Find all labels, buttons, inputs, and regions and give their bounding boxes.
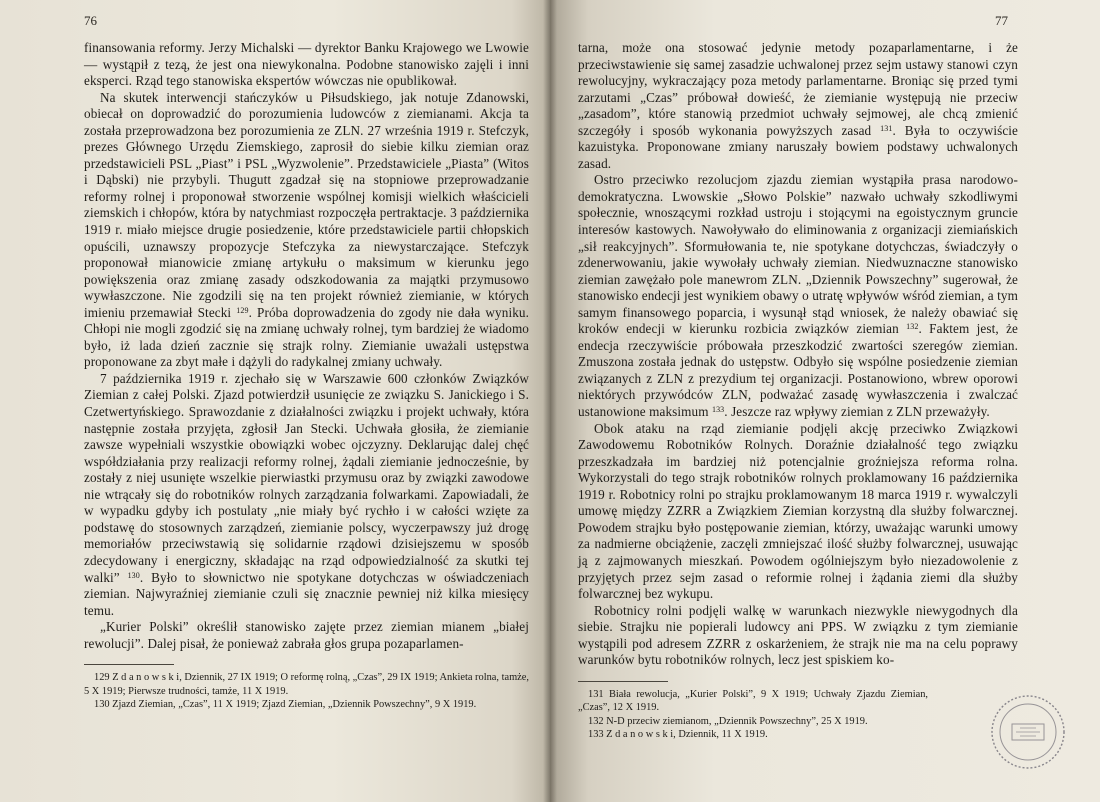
paragraph: tarna, może ona stosować jedynie metody pozaparlamentarne, i że przeciwstawienie się samej zasadzie uchwalonej przez sejm ustawy stanowi czyn rewolucyjny, wykraczający poza metody parlamentarne. Broniąc się przed tymi zarzutami „Czas” próbował dowieść, że ziemianie występują nie przeciw „zasadom”, które stanowią przedmiot uchwały sejmowej, ale chcą zmienić szczegóły i sposób wykonania powyższych zasad $^{131}$. Była to oczywiście kazuistyka. Proponowane zmiany naruszały bowiem podstawy uchwalonych zasad. — [578, 40, 1018, 171]
right-footnotes — [578, 688, 928, 742]
footnote-ref: 133 — [711, 405, 725, 415]
paragraph: „Kurier Polski” określił stanowisko zajęte przez ziemian mianem „białej rewolucji”. Dalej pisał, że ponieważ zabrała głos grupa pozaparlamen- — [84, 619, 529, 651]
library-stamp-icon — [986, 690, 1070, 774]
footnote: 133 Z d a n o w s k i, Dziennik, 11 X 1919. — [588, 729, 768, 740]
footnote: 132 N-D przeciw ziemianom, „Dziennik Powszechny”, 25 X 1919. — [588, 715, 868, 727]
left-body-text — [84, 40, 529, 652]
footnote-divider — [578, 681, 668, 682]
footnote-ref: 131 — [880, 123, 893, 133]
footnote: 130 Zjazd Ziemian, „Czas”, 11 X 1919; Zjazd Ziemian, „Dziennik Powszechny”, 9 X 1919. — [94, 699, 477, 711]
paragraph: 7 października 1919 r. zjechało się w Warszawie 600 członków Związków Ziemian z całej Polski. Zjazd potwierdził usunięcie ze związku S. Janickiego i S. Czetwertyńskiego. Sprawozdanie z działalności związku i projekt uchwały, która następnie została przyjęta, zgłosił Jan Stecki. Uchwała głosiła, że ziemianie zawsze wypełniali wszystkie obowiązki wobec ojczyzny. Deklarując dalej chęć współdziałania przy realizacji reformy rolnej, żądali ziemianie jednocześnie, by zostały z niej usunięte wszelkie pierwiastki przymusu oraz by związki zawodowe nie wtrącały się do robotników rolnych zarządzania folwarkami. Zapowiadali, że w wypadku gdyby ich postulaty „nie miały być rychło i w całości wzięte za podstawę do stosownych zarządzeń, ziemianie polscy, wyczerpawszy już drogę memoriałów przeciwstawią się solidarnie rządowi dzisiejszemu w sposób zdecydowany i energiczny, składając na rząd odpowiedzialność za skutki tej walki” $^{130}$. Było to słownictwo nie spotykane dotychczas w oświadczeniach ziemian. Najwyraźniej ziemianie czuli się znacznie pewniej niż kilka miesięcy temu. — [84, 370, 530, 618]
footnote: 129 Z d a n o w s k i, Dziennik, 27 IX 1919; O reformę rolną, „Czas”, 29 IX 1919; Ankieta rolna, tamże, 5 X 1919; Pierwsze trudności, tamże, 11 X 1919. — [84, 672, 529, 697]
paragraph: Ostro przeciwko rezolucjom zjazdu ziemian wystąpiła prasa narodowo-demokratyczna. Lwowskie „Słowo Polskie” nazwało uchwały szkodliwymi społecznie, wnoszącymi rozkład ustroju i stojącymi na egoistycznym gruncie interesów kastowych. Nawoływało do eliminowania z organizacji ziemiańskich „sił reakcyjnych”. Sformułowania te, nie spotykane dotychczas, świadczyły o zdenerwowaniu, jakie wywołały uchwały ziemian. Niedwuznaczne stanowisko ziemian zawężało pole manewrom ZLN. „Dziennik Powszechny” sugerował, że stanowisko endecji jest wynikiem obawy o utratę wpływów wśród ziemian, a tym samym finansowego poparcia, i wysunął stąd wniosek, że należy obawiać się kroków endecji w kierunku rozbicia związków ziemian $^{132}$. Faktem jest, że endecja rzeczywiście próbowała przeszkodzić zwartości szeregów ziemian. Zmuszona została jednak do ustępstw. Odbyło się wspólne posiedzenie ziemian związanych z ZLN z prezydium tej organizacji. Postanowiono, wbrew oporowi niektórych przywódców ZLN, podważać zasadę wywłaszczenia i zwalczać ustanowione maksimum $^{133}$. Jeszcze raz wpływy ziemian z ZLN przeważyły. — [578, 172, 1018, 420]
footnote-ref: 132 — [906, 322, 919, 332]
footnote-divider — [84, 664, 174, 665]
paragraph: Obok ataku na rząd ziemianie podjęli akcję przeciwko Związkowi Zawodowemu Robotników Rolnych. Doraźnie działalność tego związku przeszkadzała im bardziej niż potencjalnie groźniejsza reforma rolna. Wykorzystali do tego strajk robotników rolnych proklamowany 16 października 1919 r. Robotnicy rolni po strajku proklamowanym 18 marca 1919 r. wywalczyli umowę między ZZRR a Związkiem Ziemian korzystną dla służby folwarcznej. Powodem strajku było postępowanie ziemian, którzy, uważając warunki umowy za nadmierne obciążenie, zaczęli zmniejszać ilość służby folwarcznej, usuwając ją z zajmowanych mieszkań. Powodem ogólniejszym było niezadowolenie z przyjętych przez sejm zasad o reformie rolnej i żądania ziemi dla służby folwarcznej bez wykupu. — [578, 420, 1018, 602]
right-body-text — [578, 40, 1018, 669]
right-page — [550, 0, 1100, 802]
paragraph: Robotnicy rolni podjęli walkę w warunkach niezwykle niewygodnych dla siebie. Strajku nie popierali ludowcy ani PPS. W związku z tym ziemianie wystąpili pod adresem ZZRR z oskarżeniem, że strajk nie ma na celu poprawy warunków bytu robotników rolnych, lecz jest spiskiem ko- — [578, 602, 1018, 668]
page-number-right: 77 — [995, 13, 1008, 28]
paragraph: finansowania reformy. Jerzy Michalski — dyrektor Banku Krajowego we Lwowie — wystąpił z tezą, że jest ona niewykonalna. Podobne stanowisko zajęli i inni eksperci. Rząd tego stanowiska ekspertów wówczas nie opublikował. — [84, 40, 529, 89]
footnote-ref: 130 — [127, 570, 140, 580]
footnote: 131 Biała rewolucja, „Kurier Polski”, 9 X 1919; Uchwały Zjazdu Ziemian, „Czas”, 12 X 1919. — [578, 688, 928, 714]
left-footnotes — [84, 671, 529, 711]
footnote-ref: 129 — [236, 305, 249, 315]
page-number-left: 76 — [84, 13, 97, 28]
paragraph: Na skutek interwencji stańczyków u Piłsudskiego, jak notuje Zdanowski, obiecał on doprowadzić do porozumienia ludowców z ziemianami. Akcja ta została przeprowadzona bez porozumienia ze ZLN. 27 września 1919 r. Stefczyk, prezes Głównego Urzędu Ziemskiego, zaprosił do siebie kilku ziemian oraz przedstawicieli PSL „Piast” i PSL „Wyzwolenie”. Przedstawiciele „Piasta” (Witos i Dąbski) nie przybyli. Thugutt zgadzał się na stopniowe przeprowadzanie reformy rolnej i proponował stworzenie wspólnej komisji wielkich właścicieli ziemskich i chłopów, która by natychmiast rozpoczęła pertraktacje. 3 października 1919 r. miało miejsce drugie posiedzenie, które przedstawiciele partii chłopskich opuścili, uznawszy propozycje Stefczyka za niewystarczające. Stefczyk proponował mianowicie zmianę artykułu o maksimum w kierunku jego powiększenia oraz zmianę zasady odszkodowania za majątki przymusowo wywłaszczone. Nie zgodzili się na ten projekt również ziemianie, w których imieniu przemawiał Stecki $^{129}$. Próba doprowadzenia do zgody nie dała wyniku. Chłopi nie mogli zgodzić się na zmianę uchwały rolnej, tym bardziej że wiadomo było, iż lada dzień zacznie się strajk rolny. Ziemianie uważali ustępstwa proponowane za zbyt małe i dążyli do radykalnej zmiany uchwały. — [84, 89, 529, 370]
